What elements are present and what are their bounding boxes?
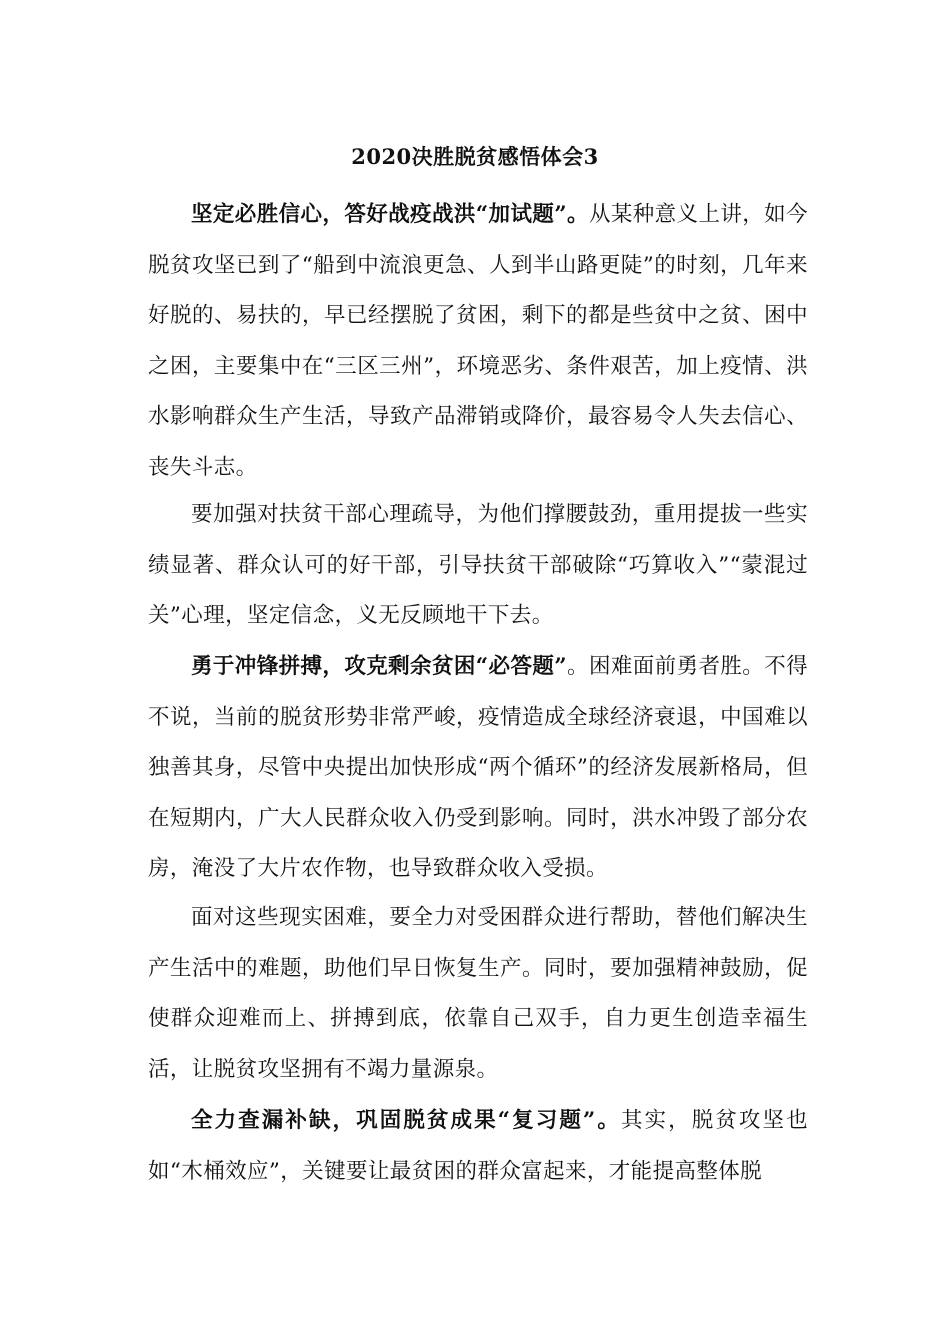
paragraph-3 (148, 642, 808, 895)
paragraph-4-text: 面对这些现实困难，要全力对受困群众进行帮助，替他们解决生产生活中的难题，助他们早日恢复生产。同时，要加强精神鼓励，促使群众迎难而上、拼搏到底，依靠自己双手，自力更生创造幸福生活，让脱贫攻坚拥有不竭力量源泉。 (148, 905, 808, 1082)
paragraph-5-text: 其实，脱贫攻坚也如“木桶效应”，关键要让最贫困的群众富起来，才能提高整体脱 (148, 1108, 809, 1184)
paragraph-4 (148, 893, 808, 1095)
paragraph-1-text: 从某种意义上讲，如今脱贫攻坚已到了“船到中流浪更急、人到半山路更陡”的时刻，几年来好脱的、易扶的，早已经摆脱了贫困，剩下的都是些贫中之贫、困中之困，主要集中在“三区三州”，环境恶劣、条件艰苦，加上疫情、洪水影响群众生产生活，导致产品滞销或降价，最容易令人失去信心、丧失斗志。 (148, 202, 808, 480)
paragraph-3-text: 。困难面前勇者胜。不得不说，当前的脱贫形势非常严峻，疫情造成全球经济衰退，中国难以独善其身，尽管中央提出加快形成“两个循环”的经济发展新格局，但在短期内，广大人民群众收入仍受到影响。同时，洪水冲毁了部分农房，淹没了大片农作物，也导致群众收入受损。 (148, 654, 808, 881)
paragraph-3-heading: 勇于冲锋拼搏，攻克剩余贫困“必答题” (191, 654, 568, 679)
document-title: 2020决胜脱贫感悟体会3 (351, 144, 599, 169)
paragraph-1 (148, 190, 808, 493)
paragraph-5 (148, 1096, 808, 1197)
paragraph-2 (148, 490, 808, 642)
paragraph-5-heading: 全力查漏补缺，巩固脱贫成果“复习题”。 (191, 1108, 621, 1133)
paragraph-2-text: 要加强对扶贫干部心理疏导，为他们撑腰鼓劲，重用提拔一些实绩显著、群众认可的好干部，引导扶贫干部破除“巧算收入”“蒙混过关”心理，坚定信念，义无反顾地干下去。 (148, 502, 808, 628)
paragraph-1-heading: 坚定必胜信心，答好战疫战洪“加试题”。 (191, 202, 589, 227)
